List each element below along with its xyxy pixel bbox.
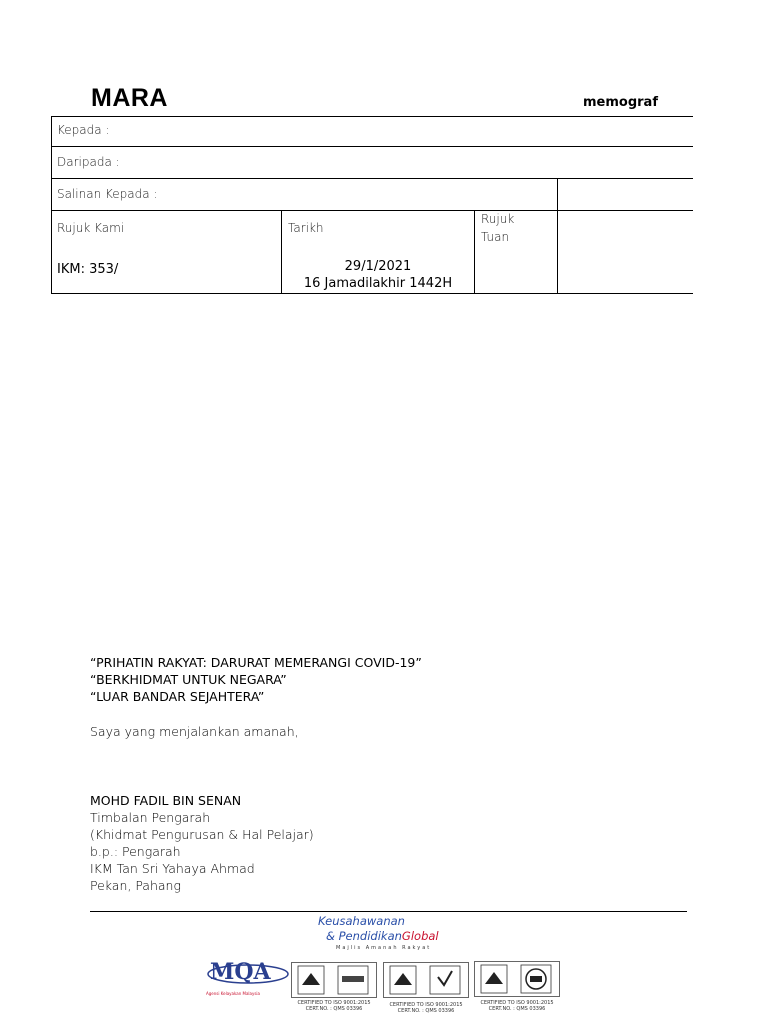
cert-caption	[381, 1002, 471, 1014]
document-type: memograf	[583, 95, 658, 110]
cert-badge	[474, 961, 560, 997]
mqa-subtitle: Agensi Kelayakan Malaysia	[206, 991, 260, 996]
form-top-border	[51, 116, 693, 117]
form-column-divider	[557, 178, 558, 294]
cert-badge	[383, 962, 469, 998]
kepada-label: Kepada :	[57, 123, 110, 137]
tarikh-date: 29/1/2021	[344, 259, 412, 274]
cert-line: CERTIFIED TO ISO 9001:2015	[389, 1002, 463, 1008]
slogan-line: “BERKHIDMAT UNTUK NEGARA”	[90, 672, 287, 687]
cert-caption	[289, 1000, 379, 1012]
signatory-title: Timbalan Pengarah	[90, 810, 211, 825]
salinan-kepada-label: Salinan Kepada :	[57, 187, 158, 201]
logo-line1: Keusahawanan	[318, 914, 405, 928]
rujuk-kami-label: Rujuk Kami	[57, 221, 125, 235]
rujuk-tuan-label: Tuan	[481, 230, 510, 244]
mqa-logo	[206, 957, 290, 996]
rujuk-kami-value: IKM: 353/	[57, 262, 119, 277]
cert-number: CERT.NO. : QMS 03396	[488, 1006, 546, 1012]
cert-line: CERTIFIED TO ISO 9001:2015	[297, 1000, 371, 1006]
form-column-divider	[474, 210, 475, 294]
form-divider	[51, 178, 693, 179]
brand-title: MARA	[91, 84, 168, 112]
form-left-border	[51, 116, 52, 294]
form-bottom-border	[51, 293, 693, 294]
footer-divider	[90, 911, 687, 912]
tarikh-hijri: 16 Jamadilakhir 1442H	[303, 276, 453, 291]
cert-line: CERTIFIED TO ISO 9001:2015	[480, 1000, 554, 1006]
cert-number: CERT.NO. : QMS 03396	[397, 1008, 455, 1014]
daripada-label: Daripada :	[57, 155, 120, 169]
slogan-line: “LUAR BANDAR SEJAHTERA”	[90, 689, 265, 704]
quality-system-icon	[292, 963, 376, 997]
mqa-mark-icon	[206, 957, 290, 987]
logo-line2: & Pendidikan	[326, 929, 402, 943]
tarikh-label: Tarikh	[288, 221, 324, 235]
cert-number: CERT.NO. : QMS 03396	[305, 1006, 363, 1012]
keusahawanan-logo	[318, 914, 458, 951]
cert-badge	[291, 962, 377, 998]
iqnet-icon	[475, 962, 559, 996]
signatory-name: MOHD FADIL BIN SENAN	[90, 793, 242, 808]
form-divider	[51, 146, 693, 147]
slogan-line: “PRIHATIN RAKYAT: DARURAT MEMERANGI COVID-19”	[90, 655, 422, 670]
rujuk-tuan-label: Rujuk	[481, 212, 515, 226]
cert-caption	[472, 1000, 562, 1012]
form-divider	[51, 210, 693, 211]
closing-text: Saya yang menjalankan amanah,	[90, 724, 299, 739]
signatory-department: (Khidmat Pengurusan & Hal Pelajar)	[90, 827, 314, 842]
signatory-institution: IKM Tan Sri Yahaya Ahmad	[90, 861, 255, 876]
signatory-behalf: b.p.: Pengarah	[90, 844, 181, 859]
logo-global: Global	[401, 929, 439, 943]
logo-subtitle: Majlis Amanah Rakyat	[336, 945, 432, 951]
mqa-letters: MQA	[210, 959, 271, 985]
ukas-icon	[384, 963, 468, 997]
signatory-location: Pekan, Pahang	[90, 878, 181, 893]
